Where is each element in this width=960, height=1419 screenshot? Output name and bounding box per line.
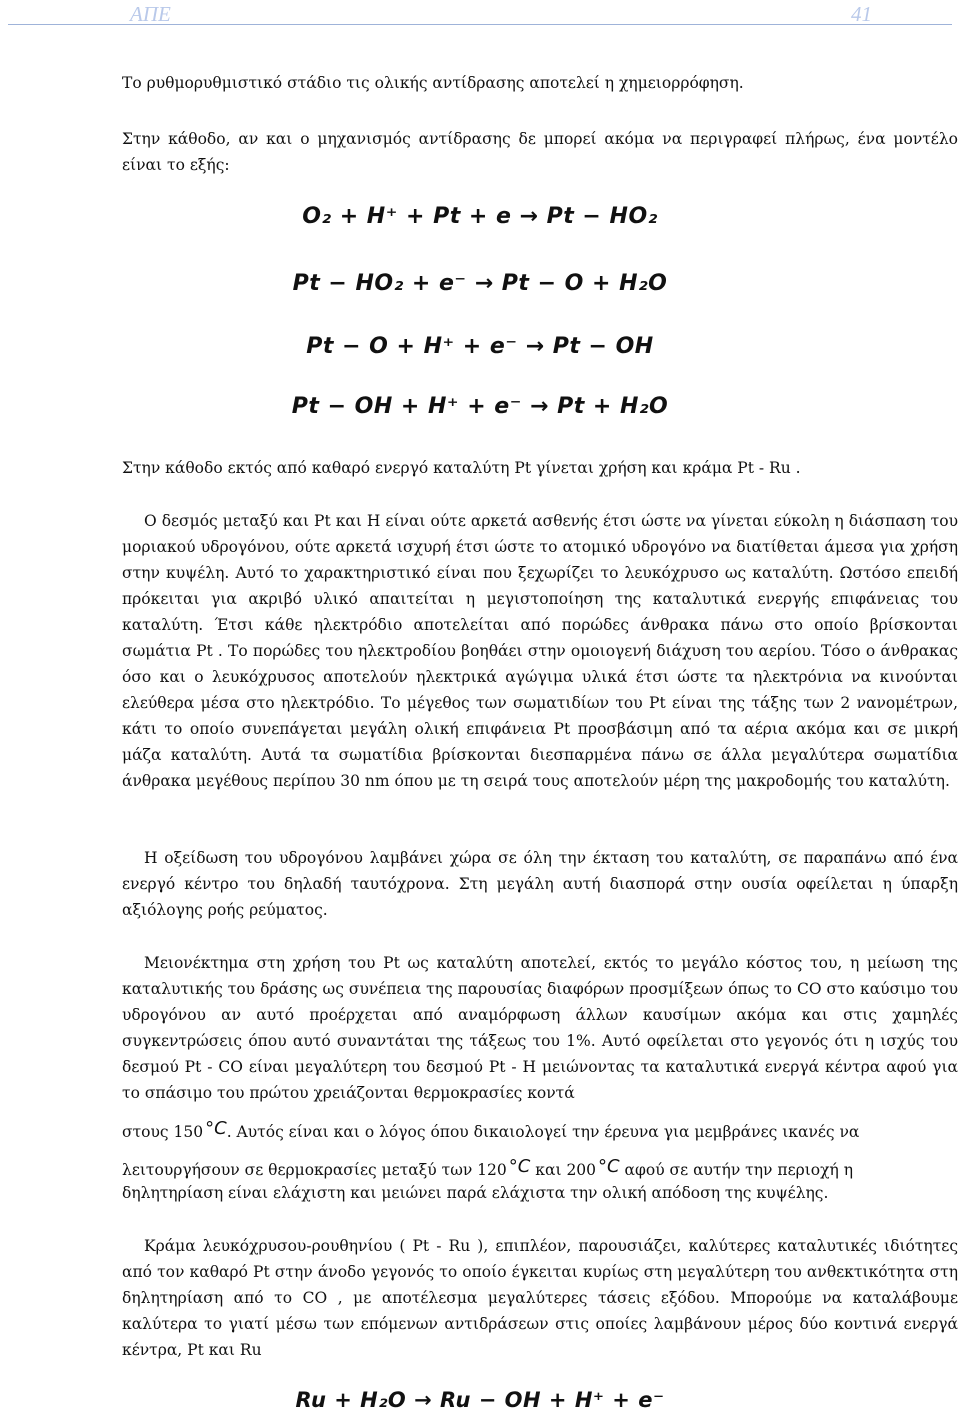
oxidation-paragraph: Η οξείδωση του υδρογόνου λαμβάνει χώρα σε όλη την έκταση του καταλύτη, σε παραπάνω από ένα ενεργό κέντρο του δηλαδή ταυτόχρονα. Στη μεγάλη αυτή διασπορά στην ουσία οφείλεται η ύπαρξη αξιόλογης ροής ρεύματος. xyxy=(122,849,958,919)
page-header xyxy=(8,2,952,25)
cathode-intro-paragraph: Στην κάθοδο, αν και ο μηχανισμός αντίδρασης δε μπορεί ακόμα να περιγραφεί πλήρως, ένα μοντέλο είναι το εξής: xyxy=(122,130,958,174)
page-number: 41 xyxy=(851,2,872,26)
degree-celsius-symbol: °C xyxy=(205,1118,227,1139)
degree-celsius-symbol: °C xyxy=(508,1156,531,1177)
drawback-paragraph: Μειονέκτημα στη χρήση του Pt ως καταλύτη αποτελεί, εκτός το μεγάλο κόστος του, η μείωση της καταλυτικής του δράσης ως συνέπεια της παρουσίας διαφόρων προσμίξεων όπως το CO στο καύσιμο του υδρογόνου αν αυτό προέρχεται από αναμόρφωση άλλων καυσίμων ακόμα και στις χαμηλές συγκεντρώσεις όπου αυτό συναντάται της τάξεως του 1%. Αυτό οφείλεται στο γεγονός ότι η ισχύς του δεσμού Pt - CO είναι μεγαλύτερη του δεσμού Pt - H μειώνοντας τα καταλυτικά ενεργά κέντρα αφού για το σπάσιμο του πρώτου χρειάζονται θερμοκρασίες κοντά xyxy=(122,954,958,1102)
degree-celsius-symbol: °C xyxy=(598,1156,620,1177)
header-title: ΑΠΕ xyxy=(130,2,171,26)
drawback-temperature-line-1: στους 150 °C. Αυτός είναι και ο λόγος όπου δικαιολογεί την έρευνα για μεμβράνες ικανές να xyxy=(122,1114,958,1147)
equation-1: O₂ + H⁺ + Pt + e → Pt − HO₂ xyxy=(302,204,658,229)
drawback-temperature-line-2: λειτουργήσουν σε θερμοκρασίες μεταξύ των 120 °C και 200 °C αφού σε αυτήν την περιοχή η xyxy=(122,1152,958,1185)
alloy-line: Στην κάθοδο εκτός από καθαρό ενεργό καταλύτη Pt γίνεται χρήση και κράμα Pt - Ru . xyxy=(122,459,801,477)
final-equation: Ru + H₂O → Ru − OH + H⁺ + e⁻ xyxy=(295,1388,665,1412)
equation-2: Pt − HO₂ + e⁻ → Pt − O + H₂O xyxy=(292,271,668,296)
ru-paragraph: Κράμα λευκόχρυσου-ρουθηνίου ( Pt - Ru ), επιπλέον, παρουσιάζει, καλύτερες καταλυτικές ιδιότητες από τον καθαρό Pt στην άνοδο γεγονός το οποίο έγκειται κυρίως στη μεγαλύτερη του ανθεκτικότητα στη δηλητηρίαση από το CO , με αποτέλεσμα μεγαλύτερες τάσεις εξόδου. Μπορούμε να καταλάβουμε καλύτερα το γιατί μέσω των επόμενων αντιδράσεων στις οποίες λαμβάνουν μέρος δύο κοντινά ενεργά κέντρα, Pt και Ru xyxy=(122,1237,958,1359)
equation-4: Pt − OH + H⁺ + e⁻ → Pt + H₂O xyxy=(291,394,669,419)
equation-3: Pt − O + H⁺ + e⁻ → Pt − OH xyxy=(306,334,654,359)
drawback-final-line: δηλητηρίαση είναι ελάχιστη και μειώνει παρά ελάχιστα την ολική απόδοση της κυψέλης. xyxy=(122,1184,829,1202)
intro-paragraph: Το ρυθμορυθμιστικό στάδιο τις ολικής αντίδρασης αποτελεί η χημειορρόφηση. xyxy=(122,74,744,92)
bond-paragraph: Ο δεσμός μεταξύ και Pt και Η είναι ούτε αρκετά ασθενής έτσι ώστε να γίνεται εύκολη η διάσπαση του μοριακού υδρογόνου, ούτε αρκετά ισχυρή έτσι ώστε το ατομικό υδρογόνο να διατίθεται άμεσα για χρήση στην κυψέλη. Αυτό το χαρακτηριστικό είναι που ξεχωρίζει το λευκόχρυσο ως καταλύτη. Ωστόσο επειδή πρόκειται για ακριβό υλικό απαιτείται η μεγιστοποίηση της καταλυτικά ενεργής επιφάνειας του καταλύτη. Έτσι κάθε ηλεκτρόδιο αποτελείται από πορώδες άνθρακα πάνω στο οποίο βρίσκονται σωμάτια Pt . Το πορώδες του ηλεκτροδίου βοηθάει στην ομοιογενή διάχυση του αερίου. Τόσο ο άνθρακας όσο και ο λευκόχρυσος αποτελούν ηλεκτρικά αγώγιμα υλικά έτσι ώστε τα ηλεκτρόνια να κινούνται ελεύθερα μέσα στο ηλεκτρόδιο. Το μέγεθος των σωματιδίων του Pt είναι της τάξης των 2 νανομέτρων, κάτι το οποίο συνεπάγεται μεγάλη ολική επιφάνεια Pt προσβάσιμη από τα αέρια ακόμα και σε μικρή μάζα καταλύτη. Αυτά τα σωματίδια βρίσκονται διεσπαρμένα πάνω σε άλλα μεγαλύτερα σωματίδια άνθρακα μεγέθους περίπου 30 nm όπου με τη σειρά τους αποτελούν μέρη της μακροδομής του καταλύτη. xyxy=(122,512,958,790)
